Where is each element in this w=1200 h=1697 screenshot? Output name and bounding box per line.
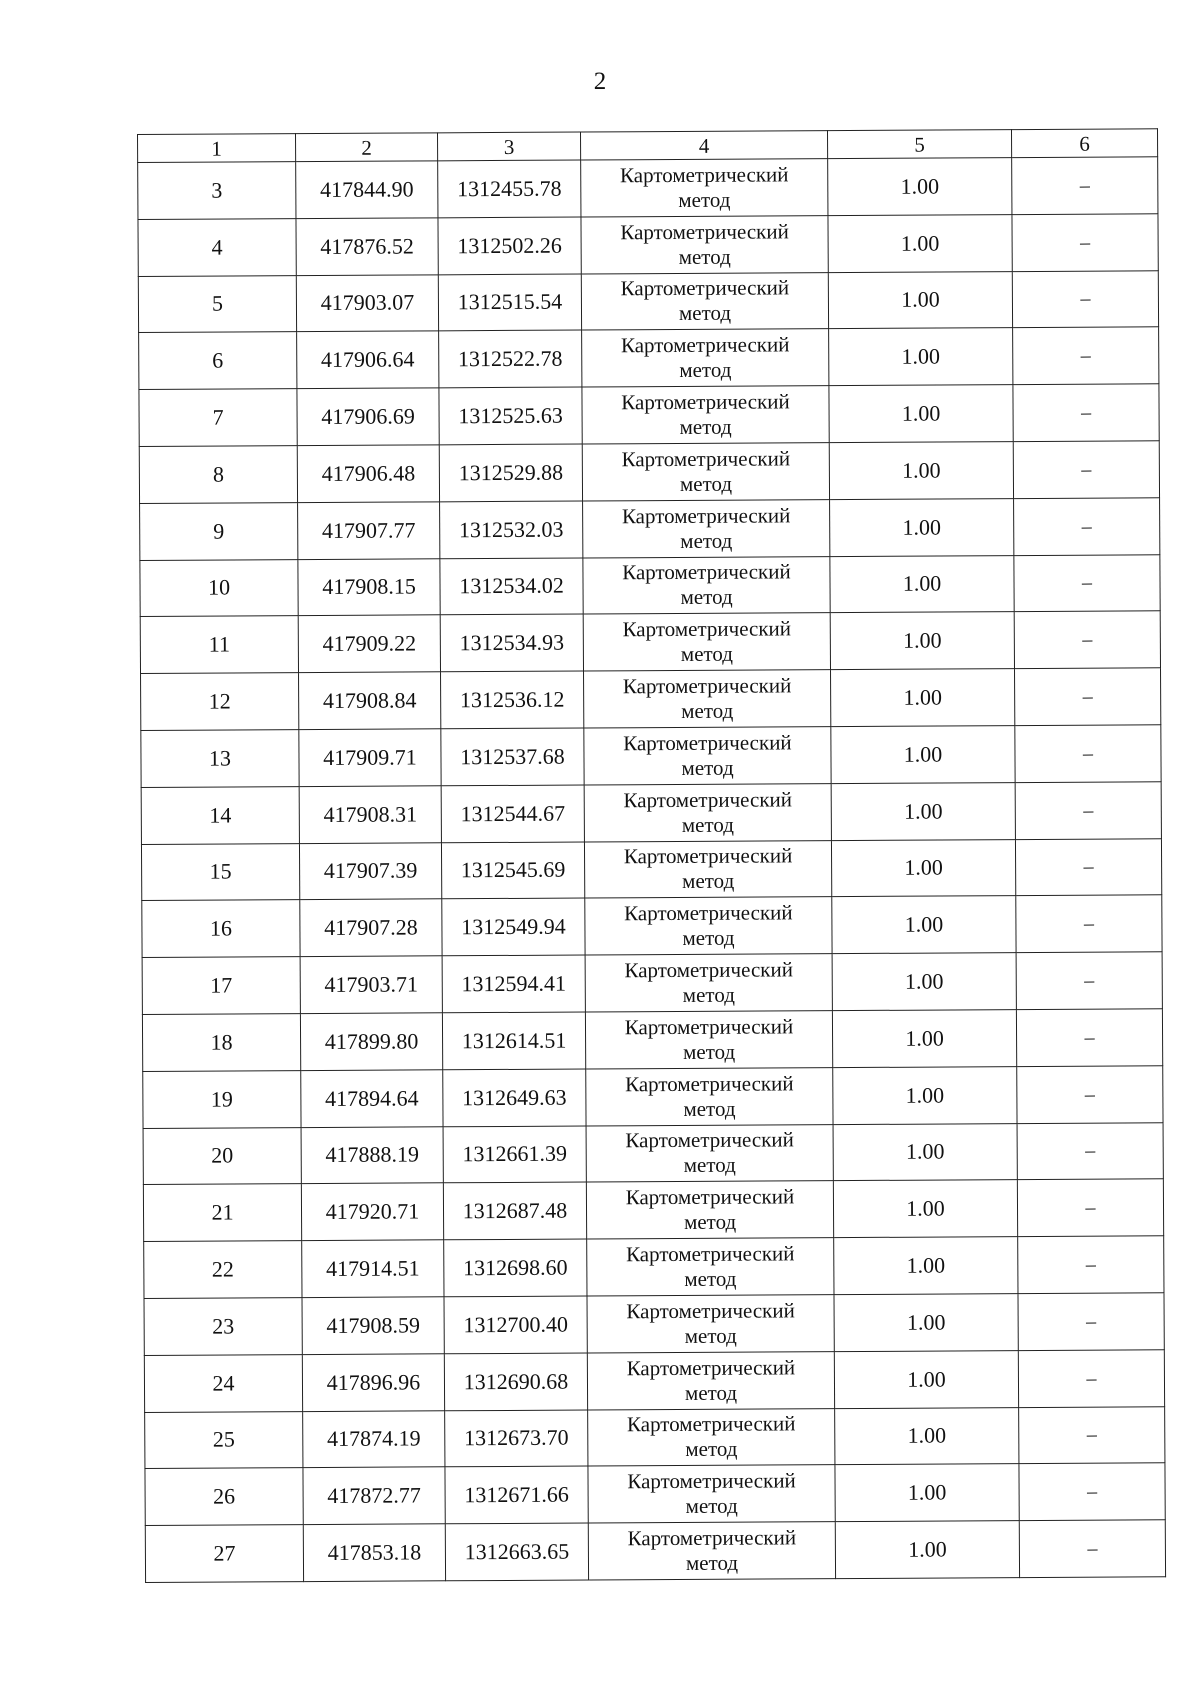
y-coordinate-cell: 1312549.94 (442, 898, 585, 956)
x-coordinate-cell: 417906.64 (297, 331, 439, 389)
point-number-cell: 16 (142, 900, 300, 958)
method-cell: Картометрический метод (584, 670, 831, 728)
accuracy-cell: 1.00 (833, 1180, 1017, 1238)
x-coordinate-cell: 417908.15 (298, 558, 440, 616)
accuracy-cell: 1.00 (835, 1407, 1019, 1465)
method-cell: Картометрический метод (587, 1238, 834, 1296)
y-coordinate-cell: 1312455.78 (438, 160, 581, 218)
x-coordinate-cell: 417907.28 (300, 899, 442, 957)
point-number-cell: 21 (143, 1184, 301, 1242)
point-number-cell: 12 (141, 673, 299, 731)
accuracy-cell: 1.00 (830, 498, 1014, 556)
x-coordinate-cell: 417853.18 (303, 1524, 445, 1582)
y-coordinate-cell: 1312534.02 (440, 558, 583, 616)
x-coordinate-cell: 417844.90 (296, 161, 438, 219)
y-coordinate-cell: 1312502.26 (438, 217, 581, 275)
note-cell: – (1019, 1406, 1165, 1464)
y-coordinate-cell: 1312698.60 (444, 1239, 587, 1297)
point-number-cell: 20 (143, 1127, 301, 1185)
x-coordinate-cell: 417908.31 (299, 786, 441, 844)
note-cell: – (1018, 1350, 1164, 1408)
x-coordinate-cell: 417906.48 (297, 445, 439, 503)
x-coordinate-cell: 417896.96 (302, 1354, 444, 1412)
point-number-cell: 13 (141, 730, 299, 788)
method-cell: Картометрический метод (586, 1067, 833, 1125)
header-cell-2: 2 (296, 133, 438, 162)
table-row (142, 952, 1162, 1014)
method-cell: Картометрический метод (583, 556, 830, 614)
x-coordinate-cell: 417909.22 (298, 615, 440, 673)
x-coordinate-cell: 417876.52 (296, 218, 438, 276)
method-cell: Картометрический метод (581, 159, 828, 217)
x-coordinate-cell: 417903.71 (300, 956, 442, 1014)
method-cell: Картометрический метод (582, 386, 829, 444)
note-cell: – (1014, 554, 1160, 612)
y-coordinate-cell: 1312673.70 (445, 1410, 588, 1468)
table-row (142, 895, 1162, 957)
table-row (142, 1009, 1162, 1071)
accuracy-cell: 1.00 (833, 1066, 1017, 1124)
table-row (141, 725, 1161, 787)
table-body (138, 129, 1166, 1583)
accuracy-cell: 1.00 (833, 1123, 1017, 1181)
x-coordinate-cell: 417874.19 (303, 1410, 445, 1468)
table-row (144, 1293, 1164, 1355)
table-row (143, 1066, 1163, 1128)
x-coordinate-cell: 417888.19 (301, 1126, 443, 1184)
header-cell-6: 6 (1011, 129, 1157, 158)
table-row (145, 1463, 1165, 1525)
y-coordinate-cell: 1312663.65 (445, 1523, 588, 1581)
point-number-cell: 23 (144, 1298, 302, 1356)
method-cell: Картометрический метод (583, 613, 830, 671)
header-cell-5: 5 (827, 130, 1011, 159)
y-coordinate-cell: 1312671.66 (445, 1466, 588, 1524)
table-row (140, 498, 1160, 560)
note-cell: – (1012, 157, 1158, 215)
note-cell: – (1015, 838, 1161, 896)
accuracy-cell: 1.00 (830, 612, 1014, 670)
note-cell: – (1016, 1009, 1162, 1067)
accuracy-cell: 1.00 (828, 158, 1012, 216)
y-coordinate-cell: 1312545.69 (441, 842, 584, 900)
method-cell: Картометрический метод (588, 1408, 835, 1466)
table-row (141, 838, 1161, 900)
note-cell: – (1012, 214, 1158, 272)
accuracy-cell: 1.00 (831, 782, 1015, 840)
method-cell: Картометрический метод (583, 499, 830, 557)
point-number-cell: 8 (139, 446, 297, 504)
table-row (143, 1179, 1163, 1241)
y-coordinate-cell: 1312536.12 (441, 671, 584, 729)
table-row (144, 1350, 1164, 1412)
accuracy-cell: 1.00 (828, 271, 1012, 329)
table-row (139, 441, 1159, 503)
note-cell: – (1014, 498, 1160, 556)
y-coordinate-cell: 1312594.41 (442, 955, 585, 1013)
method-cell: Картометрический метод (587, 1351, 834, 1409)
method-cell: Картометрический метод (584, 727, 831, 785)
method-cell: Картометрический метод (584, 840, 831, 898)
accuracy-cell: 1.00 (835, 1464, 1019, 1522)
header-cell-4: 4 (580, 131, 827, 160)
point-number-cell: 18 (142, 1014, 300, 1072)
method-cell: Картометрический метод (586, 1124, 833, 1182)
method-cell: Картометрический метод (581, 272, 828, 330)
method-cell: Картометрический метод (582, 329, 829, 387)
method-cell: Картометрический метод (587, 1295, 834, 1353)
note-cell: – (1015, 725, 1161, 783)
method-cell: Картометрический метод (584, 783, 831, 841)
table-row (141, 668, 1161, 730)
method-cell: Картометрический метод (582, 443, 829, 501)
x-coordinate-cell: 417907.77 (298, 502, 440, 560)
accuracy-cell: 1.00 (829, 328, 1013, 386)
point-number-cell: 15 (141, 843, 299, 901)
y-coordinate-cell: 1312614.51 (442, 1012, 585, 1070)
y-coordinate-cell: 1312522.78 (439, 330, 582, 388)
accuracy-cell: 1.00 (830, 555, 1014, 613)
accuracy-cell: 1.00 (832, 1010, 1016, 1068)
table-row (145, 1406, 1165, 1468)
point-number-cell: 19 (143, 1070, 301, 1128)
note-cell: – (1016, 952, 1162, 1010)
accuracy-cell: 1.00 (831, 669, 1015, 727)
header-cell-1: 1 (138, 134, 296, 163)
method-cell: Картометрический метод (588, 1522, 835, 1580)
note-cell: – (1017, 1179, 1163, 1237)
table-row (144, 1236, 1164, 1298)
note-cell: – (1015, 782, 1161, 840)
accuracy-cell: 1.00 (831, 726, 1015, 784)
point-number-cell: 5 (138, 275, 296, 333)
accuracy-cell: 1.00 (835, 1521, 1019, 1579)
accuracy-cell: 1.00 (834, 1294, 1018, 1352)
note-cell: – (1017, 1066, 1163, 1124)
point-number-cell: 25 (145, 1411, 303, 1469)
note-cell: – (1018, 1236, 1164, 1294)
point-number-cell: 3 (138, 162, 296, 220)
y-coordinate-cell: 1312537.68 (441, 728, 584, 786)
page-number: 2 (593, 68, 607, 95)
point-number-cell: 11 (140, 616, 298, 674)
x-coordinate-cell: 417907.39 (299, 842, 441, 900)
point-number-cell: 17 (142, 957, 300, 1015)
table-row (140, 611, 1160, 673)
note-cell: – (1013, 327, 1159, 385)
table-row (138, 214, 1158, 276)
note-cell: – (1016, 895, 1162, 953)
accuracy-cell: 1.00 (834, 1237, 1018, 1295)
table-row (138, 270, 1158, 332)
point-number-cell: 4 (138, 218, 296, 276)
y-coordinate-cell: 1312687.48 (443, 1182, 586, 1240)
note-cell: – (1013, 441, 1159, 499)
accuracy-cell: 1.00 (829, 442, 1013, 500)
point-number-cell: 9 (140, 502, 298, 560)
point-number-cell: 22 (144, 1241, 302, 1299)
table-row (145, 1520, 1165, 1582)
table-row (139, 384, 1159, 446)
table-row (143, 1122, 1163, 1184)
point-number-cell: 14 (141, 786, 299, 844)
table-row (140, 554, 1160, 616)
y-coordinate-cell: 1312700.40 (444, 1296, 587, 1354)
point-number-cell: 26 (145, 1468, 303, 1526)
x-coordinate-cell: 417914.51 (302, 1240, 444, 1298)
x-coordinate-cell: 417872.77 (303, 1467, 445, 1525)
x-coordinate-cell: 417909.71 (299, 729, 441, 787)
method-cell: Картометрический метод (586, 1181, 833, 1239)
y-coordinate-cell: 1312529.88 (439, 444, 582, 502)
note-cell: – (1012, 270, 1158, 328)
accuracy-cell: 1.00 (834, 1350, 1018, 1408)
method-cell: Картометрический метод (585, 1011, 832, 1069)
x-coordinate-cell: 417920.71 (301, 1183, 443, 1241)
table-row (138, 157, 1158, 219)
accuracy-cell: 1.00 (831, 839, 1015, 897)
note-cell: – (1015, 668, 1161, 726)
method-cell: Картометрический метод (585, 897, 832, 955)
point-number-cell: 27 (145, 1525, 303, 1583)
point-number-cell: 10 (140, 559, 298, 617)
x-coordinate-cell: 417906.69 (297, 388, 439, 446)
note-cell: – (1017, 1122, 1163, 1180)
accuracy-cell: 1.00 (832, 953, 1016, 1011)
table-row (139, 327, 1159, 389)
accuracy-cell: 1.00 (829, 385, 1013, 443)
accuracy-cell: 1.00 (828, 214, 1012, 272)
coordinates-table (137, 128, 1166, 1583)
x-coordinate-cell: 417899.80 (300, 1013, 442, 1071)
point-number-cell: 24 (144, 1354, 302, 1412)
note-cell: – (1019, 1463, 1165, 1521)
point-number-cell: 7 (139, 389, 297, 447)
y-coordinate-cell: 1312690.68 (444, 1353, 587, 1411)
method-cell: Картометрический метод (581, 215, 828, 273)
x-coordinate-cell: 417908.84 (299, 672, 441, 730)
y-coordinate-cell: 1312649.63 (443, 1069, 586, 1127)
x-coordinate-cell: 417903.07 (296, 274, 438, 332)
method-cell: Картометрический метод (585, 954, 832, 1012)
note-cell: – (1019, 1520, 1165, 1578)
y-coordinate-cell: 1312515.54 (438, 274, 581, 332)
point-number-cell: 6 (139, 332, 297, 390)
y-coordinate-cell: 1312661.39 (443, 1126, 586, 1184)
y-coordinate-cell: 1312534.93 (440, 614, 583, 672)
header-cell-3: 3 (437, 132, 580, 161)
note-cell: – (1014, 611, 1160, 669)
y-coordinate-cell: 1312544.67 (441, 785, 584, 843)
y-coordinate-cell: 1312525.63 (439, 387, 582, 445)
accuracy-cell: 1.00 (832, 896, 1016, 954)
table-row (141, 782, 1161, 844)
y-coordinate-cell: 1312532.03 (440, 501, 583, 559)
note-cell: – (1018, 1293, 1164, 1351)
x-coordinate-cell: 417908.59 (302, 1297, 444, 1355)
note-cell: – (1013, 384, 1159, 442)
method-cell: Картометрический метод (588, 1465, 835, 1523)
x-coordinate-cell: 417894.64 (301, 1070, 443, 1128)
